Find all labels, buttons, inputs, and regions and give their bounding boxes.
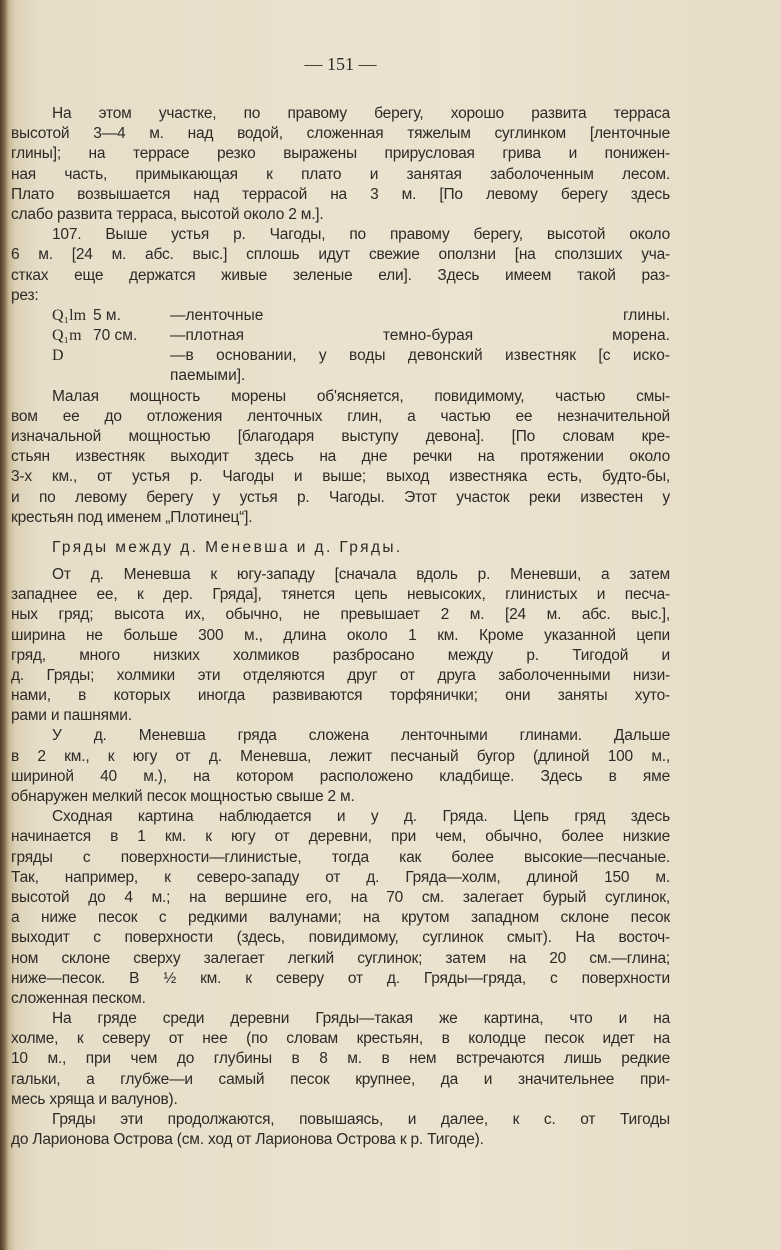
text-line: крестьян под именем „Плотинец“].	[11, 508, 253, 526]
text-line: ниже—песок. В ½ км. к северу от д. Гряды—гряда, с поверхности	[11, 969, 670, 987]
text-line: Так, например, к северо-западу от д. Гряда—холм, длиной 150 м.	[11, 868, 670, 886]
text-line: гряд, много низких холмиков разбросано между р. Тигодой и	[11, 646, 670, 664]
layer-description: паемыми].	[170, 367, 246, 385]
text-line: ширина не больше 300 м., длина около 1 км. Кроме указанной цепи	[11, 626, 670, 644]
text-line: Гряды эти продолжаются, повышаясь, и далее, к с. от Тигоды	[52, 1111, 670, 1128]
section-row	[11, 346, 670, 366]
page-body	[11, 104, 670, 1150]
paragraph	[11, 1009, 670, 1110]
text-line: западнее ее, к дер. Гряда], тянется цепь невысоких, глинистых и песча-	[11, 586, 670, 604]
text-line: рами и пашнями.	[11, 707, 132, 725]
text-line: рез:	[11, 286, 39, 304]
layer-thickness	[93, 366, 170, 386]
paragraph	[11, 225, 670, 306]
text-line: гальки, а глубже—и самый песок крупнее, да и значительнее при-	[11, 1070, 670, 1088]
text-line: ном склоне сверху залегает легкий суглинок; затем на 20 см.—глина;	[11, 949, 670, 967]
layer-code: Q₁m	[52, 327, 82, 345]
text-line: и по левому берегу у устья р. Чагоды. Этот участок реки известен у	[11, 488, 670, 506]
layer-description: —плотная темно-бурая морена.	[170, 327, 670, 345]
text-line: стьян известняк выходит здесь на дне речки на протяжении около	[11, 448, 670, 466]
text-line: 3-х км., от устья р. Чагоды и выше; выход известняка есть, будто-бы,	[11, 468, 670, 486]
text-line: 6 м. [24 м. абс. выс.] сплошь идут свежие оползни [на сползших уча-	[11, 246, 670, 264]
text-line: ных гряд; высота их, обычно, не превышает 2 м. [24 м. абс. выс.],	[11, 606, 670, 624]
paragraph	[11, 807, 670, 1009]
text-line: Малая мощность морены об'ясняется, повидимому, частью смы-	[52, 387, 670, 405]
text-line: На гряде среди деревни Гряды—такая же картина, что и на	[52, 1010, 670, 1028]
text-line: обнаружен мелкий песок мощностью свыше 2 м.	[11, 788, 355, 805]
text-line: слабо развита терраса, высотой около 2 м.].	[11, 205, 324, 223]
text-line: На этом участке, по правому берегу, хорошо развита терраса	[52, 105, 670, 122]
text-line: гряды с поверхности—глинистые, тогда как более высокие—песчаные.	[11, 848, 670, 866]
text-line: изначальной мощностью [благодаря выступу девона]. [По словам кре-	[11, 428, 670, 445]
layer-code	[11, 366, 93, 386]
text-line: 107. Выше устья р. Чагоды, по правому берегу, высотой около	[52, 226, 670, 244]
text-line: глины]; на террасе резко выражены прирусловая грива и понижен-	[11, 145, 670, 163]
text-line: до Ларионова Острова (см. ход от Ларионова Острова к р. Тигоде).	[11, 1131, 484, 1149]
text-line: сложенная песком.	[11, 989, 146, 1007]
text-line: высотой 3—4 м. над водой, сложенная тяжелым суглинком [ленточные	[11, 125, 670, 143]
paragraph	[11, 565, 670, 727]
text-line: высотой до 4 м.; на вершине его, на 70 см. залегает бурый суглинок,	[11, 888, 670, 906]
text-line: 10 м., при чем до глубины в 8 м. в нем встречаются лишь редкие	[11, 1050, 670, 1068]
page-number: — 151 —	[304, 54, 377, 74]
geologic-section	[11, 306, 670, 387]
section-row	[11, 306, 670, 326]
text-line: От д. Меневша к югу-западу [сначала вдоль р. Меневши, а затем	[52, 565, 670, 583]
text-line: д. Гряды; холмики эти отделяются друг от друга заболоченными низи-	[11, 666, 670, 684]
layer-thickness: 70 см.	[93, 327, 138, 345]
text-line: в 2 км., к югу от д. Меневша, лежит песчаный бугор (длиной 100 м.,	[11, 747, 670, 765]
section-row	[11, 326, 670, 346]
text-line: выходит с поверхности (здесь, повидимому, суглинок смыт). На восточ-	[11, 929, 670, 947]
text-line: Сходная картина наблюдается и у д. Гряда. Цепь гряд здесь	[52, 808, 670, 826]
layer-code: D	[52, 347, 64, 365]
paragraph	[11, 1110, 670, 1150]
text-line: Плато возвышается над террасой на 3 м. [По левому берегу здесь	[11, 185, 670, 203]
paragraph	[11, 387, 670, 528]
text-line: ная часть, примыкающая к плато и занятая заболоченным лесом.	[11, 165, 670, 183]
paragraph	[11, 726, 670, 807]
text-line: нами, в которых иногда развиваются торфянички; они заняты хуто-	[11, 687, 670, 705]
layer-description: —в основании, у воды девонский известняк [с иско-	[170, 347, 670, 365]
text-line: шириной 40 м.), на котором расположено кладбище. Здесь в яме	[11, 767, 670, 785]
text-line: вом ее до отложения ленточных глин, а частью ее незначительной	[11, 407, 670, 425]
section-row	[11, 366, 670, 386]
text-line: стках еще держатся живые зеленые ели]. Здесь имеем такой раз-	[11, 266, 670, 284]
layer-description: —ленточные глины.	[170, 306, 670, 324]
layer-thickness	[93, 346, 170, 366]
paragraph	[11, 104, 670, 225]
text-line: начинается в 1 км. к югу от деревни, при чем, обычно, более низкие	[11, 828, 670, 846]
text-line: а ниже песок с редкими валунами; на крутом западном склоне песок	[11, 909, 670, 927]
layer-thickness: 5 м.	[93, 306, 121, 324]
text-line: У д. Меневша гряда сложена ленточными глинами. Дальше	[52, 727, 670, 745]
section-heading: Гряды между д. Меневша и д. Гряды.	[52, 538, 403, 556]
layer-code: Q₁lm	[52, 306, 87, 324]
text-line: холме, к северу от нее (по словам крестьян, в колодце песок идет на	[11, 1030, 670, 1048]
text-line: месь хряща и валунов).	[11, 1090, 178, 1108]
